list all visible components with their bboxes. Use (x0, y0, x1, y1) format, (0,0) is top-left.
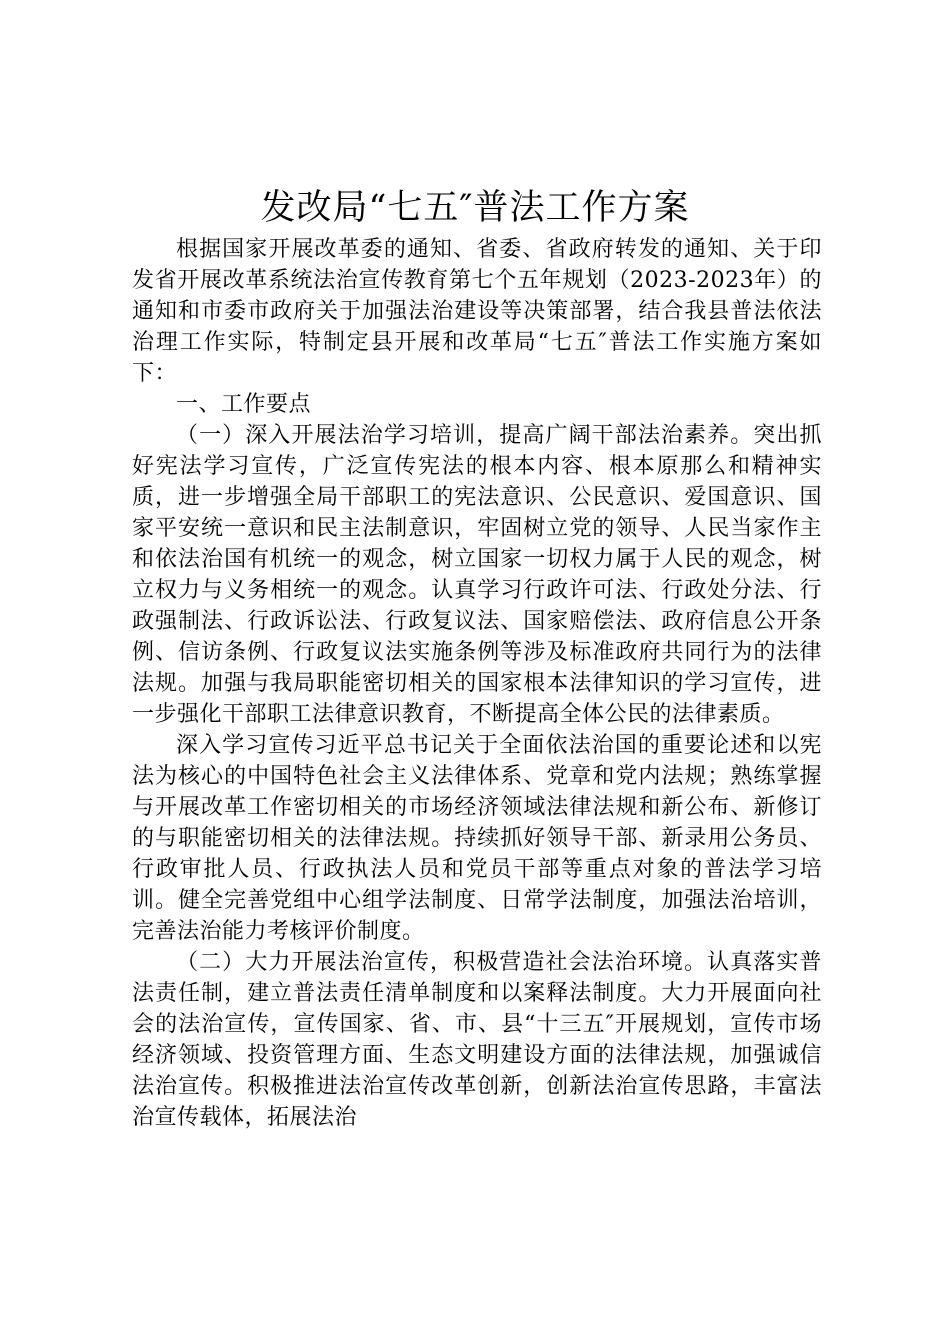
section-heading-work-points: 一、工作要点 (176, 392, 312, 417)
paragraph-legal-training: （一）深入开展法治学习培训，提高广阔干部法治素养。突出抓好宪法学习宣传，广泛宣传宪法的根本内容、根本原那么和精神实质，进一步增强全局干部职工的宪法意识、公民意识、爱国意识、国家平安统一意识和民主法制意识，牢固树立党的领导、人民当家作主和依法治国有机统一的观念，树立国家一切权力属于人民的观念，树立权力与义务相统一的观念。认真学习行政许可法、行政处分法、行政强制法、行政诉讼法、行政复议法、国家赔偿法、政府信息公开条例、信访条例、行政复议法实施条例等涉及标准政府共同行为的法律法规。加强与我局职能密切相关的国家根本法律知识的学习宣传，进一步强化干部职工法律意识教育，不断提高全体公民的法律素质。 (132, 423, 822, 727)
paragraph-legal-publicity: （二）大力开展法治宣传，积极营造社会法治环境。认真落实普法责任制，建立普法责任清单制度和以案释法制度。大力开展面向社会的法治宣传，宣传国家、省、市、县“十三五″开展规划，宣传市场经济领域、投资管理方面、生态文明建设方面的法律法规，加强诚信法治宣传。积极推进法治宣传改革创新，创新法治宣传思路，丰富法治宣传载体，拓展法治 (132, 950, 822, 1130)
paragraph-study-xi-thought: 深入学习宣传习近平总书记关于全面依法治国的重要论述和以宪法为核心的中国特色社会主义法律体系、党章和党内法规；熟练掌握与开展改革工作密切相关的市场经济领域法律法规和新公布、新修订的与职能密切相关的法律法规。持续抓好领导干部、新录用公务员、行政审批人员、行政执法人员和党员干部等重点对象的普法学习培训。健全完善党组中心组学法制度、日常学法制度，加强法治培训，完善法治能力考核评价制度。 (132, 733, 822, 944)
paragraph-intro: 根据国家开展改革委的通知、省委、省政府转发的通知、关于印发省开展改革系统法治宣传教育第七个五年规划（2023-2023年）的通知和市委市政府关于加强法治建设等决策部署，结合我县普法依法治理工作实际，特制定县开展和改革局“七五″普法工作实施方案如下： (132, 237, 822, 386)
document-body (132, 234, 822, 1133)
document-title: 发改局“七五″普法工作方案 (260, 188, 690, 228)
